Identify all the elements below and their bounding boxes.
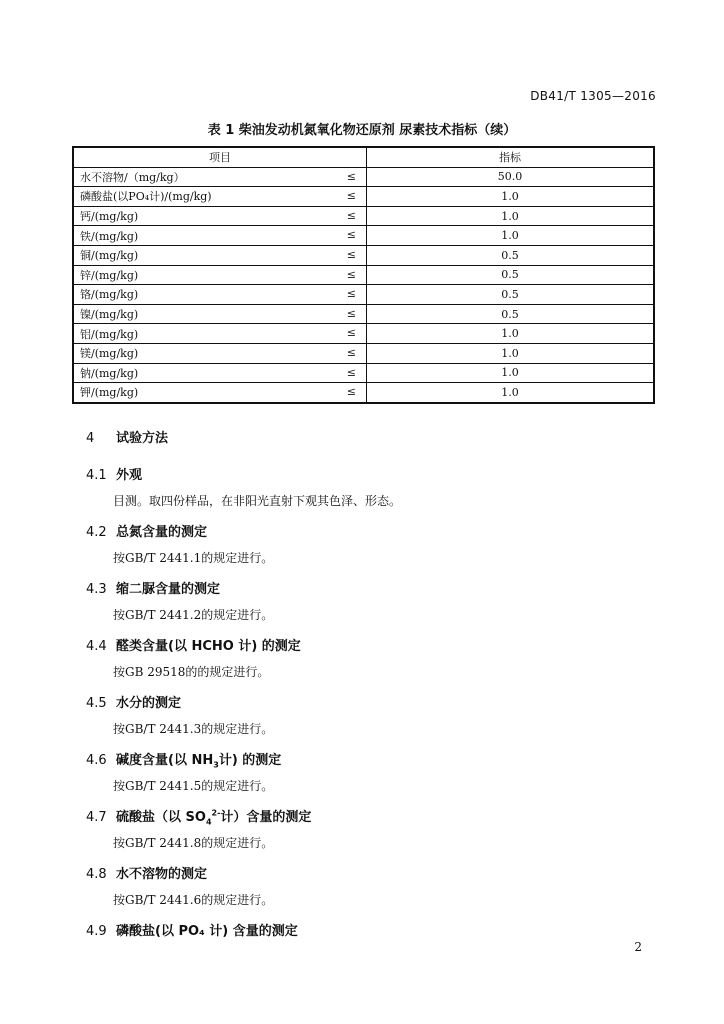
spec-table (72, 146, 655, 404)
row-operator: ≤ (346, 287, 356, 301)
subsection-heading (86, 578, 220, 597)
subsection-heading (86, 521, 207, 540)
row-value: 1.0 (367, 206, 655, 226)
row-item-label: 钠/(mg/kg) (80, 366, 139, 380)
subsection-title: 总氮含量的测定 (116, 525, 208, 540)
row-operator: ≤ (346, 326, 356, 340)
subsection-body: 按GB/T 2441.2的规定进行。 (113, 608, 274, 622)
subsection-body: 按GB/T 2441.3的规定进行。 (113, 722, 274, 736)
subsection-body: 按GB/T 2441.5的规定进行。 (113, 779, 274, 793)
page-number: 2 (634, 940, 642, 954)
row-item-label: 铜/(mg/kg) (80, 249, 139, 263)
row-value: 1.0 (367, 363, 655, 383)
subsection-title: 外观 (116, 468, 143, 483)
section-4-heading (86, 427, 168, 446)
title-subscript: 4 (205, 817, 212, 827)
subsection-number: 4.8 (86, 867, 107, 882)
subsection-body: 目测。取四份样品，在非阳光直射下观其色泽、形态。 (113, 494, 402, 508)
subsection-number: 4.2 (86, 525, 107, 540)
subsection-heading (86, 635, 301, 654)
table-row (73, 324, 654, 344)
subsection-number: 4.3 (86, 582, 107, 597)
title-part: 硫酸盐（以 SO (116, 810, 206, 825)
title-part: 计) 的测定 (218, 753, 282, 768)
table-row (73, 226, 654, 246)
row-value: 1.0 (367, 187, 655, 207)
row-item-cell (73, 343, 367, 363)
row-item-label: 锌/(mg/kg) (80, 268, 139, 282)
subsection-body: 按GB 29518的的规定进行。 (113, 665, 270, 679)
subsection-number: 4.6 (86, 753, 107, 768)
row-value: 1.0 (367, 383, 655, 403)
section-number: 4 (86, 431, 95, 446)
subsection-heading (86, 749, 281, 770)
subsection-title: 磷酸盐(以 PO₄ 计) 含量的测定 (116, 924, 298, 939)
table-row (73, 343, 654, 363)
row-operator: ≤ (346, 189, 356, 203)
row-value: 0.5 (367, 285, 655, 305)
subsection-title (116, 810, 311, 825)
title-superscript: 2- (211, 808, 221, 818)
subsection-title: 缩二脲含量的测定 (116, 582, 221, 597)
row-operator: ≤ (346, 365, 356, 379)
subsection-number: 4.4 (86, 639, 107, 654)
subsection-title: 醛类含量(以 HCHO 计) 的测定 (116, 639, 301, 654)
table-row (73, 167, 654, 187)
row-operator: ≤ (346, 345, 356, 359)
row-item-cell (73, 167, 367, 187)
subsection-title: 水不溶物的测定 (116, 867, 208, 882)
subsection-number: 4.9 (86, 924, 107, 939)
col-header-value: 指标 (367, 147, 655, 167)
row-item-cell (73, 206, 367, 226)
row-value: 0.5 (367, 304, 655, 324)
row-item-cell (73, 265, 367, 285)
col-header-item: 项目 (73, 147, 367, 167)
table-title: 表 1 柴油发动机氮氧化物还原剂 尿素技术指标（续） (207, 123, 517, 138)
row-value: 0.5 (367, 265, 655, 285)
title-part: 计）含量的测定 (220, 810, 312, 825)
subsection-title (116, 753, 281, 768)
table-header-row (73, 147, 654, 167)
table-row (73, 304, 654, 324)
table-row (73, 383, 654, 403)
row-item-cell (73, 304, 367, 324)
subsection-heading (86, 863, 207, 882)
title-part: 碱度含量(以 NH (116, 753, 214, 768)
row-operator: ≤ (346, 306, 356, 320)
table-row (73, 245, 654, 265)
subsection-heading (86, 806, 311, 827)
row-value: 1.0 (367, 343, 655, 363)
row-item-label: 铬/(mg/kg) (80, 288, 139, 302)
row-operator: ≤ (346, 385, 356, 399)
title-subscript: 3 (213, 760, 219, 770)
subsection-heading (86, 920, 298, 939)
subsection-heading (86, 464, 142, 483)
subsection-number: 4.5 (86, 696, 107, 711)
row-item-label: 镁/(mg/kg) (80, 347, 139, 361)
row-item-label: 钙/(mg/kg) (80, 210, 139, 224)
row-item-cell (73, 363, 367, 383)
row-operator: ≤ (346, 169, 356, 183)
subsection-number: 4.7 (86, 810, 107, 825)
row-item-label: 钾/(mg/kg) (80, 386, 139, 400)
row-item-cell (73, 324, 367, 344)
row-value: 1.0 (367, 226, 655, 246)
table-row (73, 285, 654, 305)
row-item-label: 磷酸盐(以PO₄计)/(mg/kg) (80, 190, 212, 204)
subsection-body: 按GB/T 2441.6的规定进行。 (113, 893, 274, 907)
table-row (73, 363, 654, 383)
row-item-cell (73, 187, 367, 207)
row-value: 50.0 (367, 167, 655, 187)
table-row (73, 206, 654, 226)
row-item-label: 水不溶物/（mg/kg） (80, 170, 185, 184)
subsection-body: 按GB/T 2441.8的规定进行。 (113, 836, 274, 850)
row-item-cell (73, 383, 367, 403)
row-item-cell (73, 245, 367, 265)
row-operator: ≤ (346, 228, 356, 242)
table-row (73, 187, 654, 207)
row-value: 0.5 (367, 245, 655, 265)
subsection-body: 按GB/T 2441.1的规定进行。 (113, 551, 274, 565)
section-title: 试验方法 (116, 431, 169, 446)
row-item-label: 铝/(mg/kg) (80, 327, 139, 341)
row-item-label: 铁/(mg/kg) (80, 229, 139, 243)
row-item-cell (73, 285, 367, 305)
row-operator: ≤ (346, 267, 356, 281)
row-operator: ≤ (346, 247, 356, 261)
subsection-title: 水分的测定 (116, 696, 182, 711)
row-item-cell (73, 226, 367, 246)
document-code: DB41/T 1305—2016 (530, 89, 656, 103)
subsection-number: 4.1 (86, 468, 107, 483)
subsection-heading (86, 692, 181, 711)
row-operator: ≤ (346, 208, 356, 222)
row-item-label: 镍/(mg/kg) (80, 308, 139, 322)
table-row (73, 265, 654, 285)
row-value: 1.0 (367, 324, 655, 344)
